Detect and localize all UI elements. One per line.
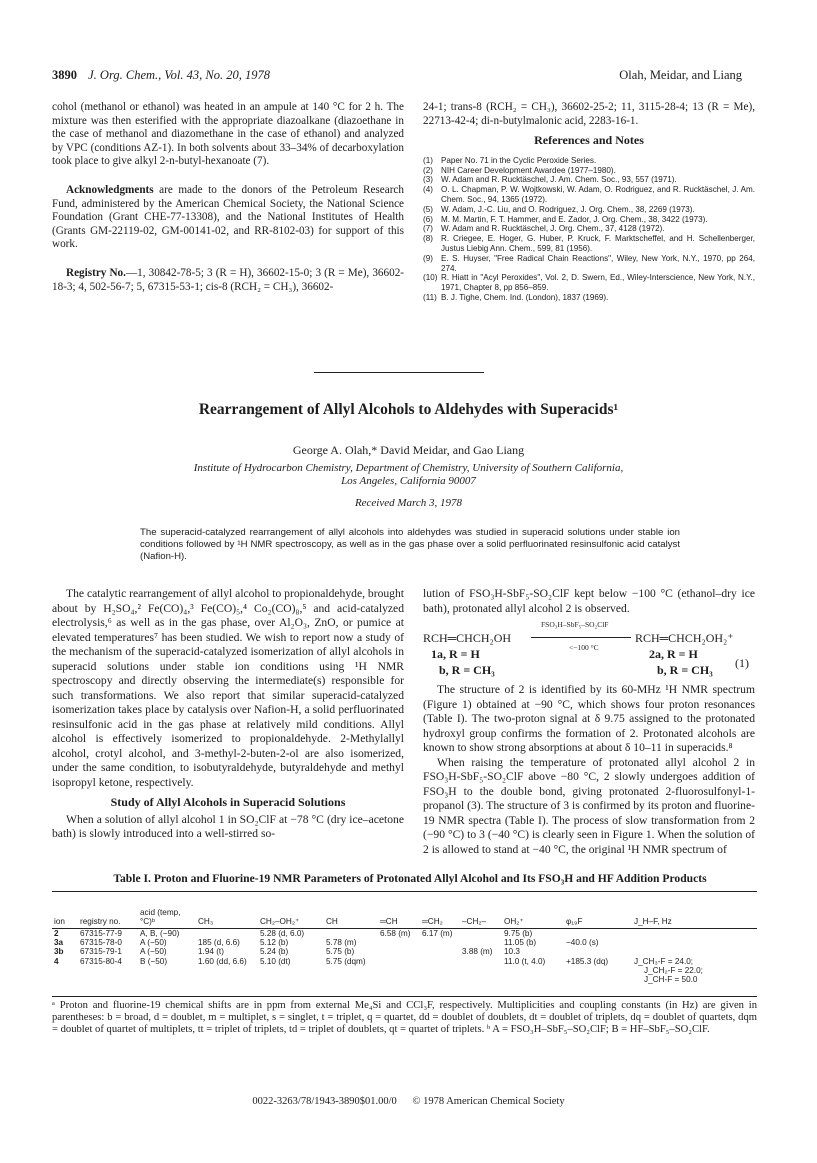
table-cell: +185.3 (dq) [566,956,609,966]
reference-text: W. Adam and R. Rucktäschel, J. Am. Chem. Soc., 93, 557 (1971). [441,175,677,185]
table-cell [378,947,420,956]
table-cell [324,929,378,938]
reference-number: (1) [423,155,433,165]
table-top-rule [52,891,757,892]
table-cell: 67315-77-9 [80,929,122,938]
table-cell [632,938,757,947]
table-cell: 3a [54,938,64,948]
col-header-ch3: CH₃ [198,917,214,926]
reference-text: NIH Career Development Awardee (1977–1980). [441,165,616,175]
reference-text: R. Hiatt in "Acyl Peroxides", Vol. 2, D. Swern, Ed., Wiley-Interscience, New York, N.Y., 1971, Chapter 8, pp 856–859. [441,273,755,293]
col-header-jhf: J_H–F, Hz [634,917,672,926]
table-cell [378,957,420,966]
table-row-continuation [52,975,757,984]
table-row-continuation [52,966,757,975]
table-cell [420,938,460,947]
table-row [52,957,757,966]
article-authors: George A. Olah,* David Meidar, and Gao Liang [292,443,525,457]
article-title: Rearrangement of Allyl Alcohols to Aldehydes with Superacids¹ [198,401,619,418]
table-cell: 1.60 (dd, 6.6) [198,956,247,966]
references-list [423,156,755,303]
intro-paragraph: The catalytic rearrangement of allyl alcohol to propionaldehyde, brought about by H₂SO₄,² Fe(CO)₄,³ Fe(CO)₅,⁴ Co₂(CO)₈,⁵ and acid-catalyzed electrolysis,⁶ as well as in the gas phase, over Al₂O₃, ZnO, or pumice at elevated temperatures⁷ has been studied. We wish to report now a study of the mechanism of the superacid-catalyzed isomerization of allyl alcohols in superacid solutions under stable ion conditions using ¹H NMR spectroscopy and directly observing the intermediate(s) responsible for such transformations. We also report that similar superacid-catalyzed isomerization takes place by catalysis over Nafion-H, a solid perfluorinated resinsulfonic acid in the gas phase at relatively mild conditions. Allyl alcohol is effectively isomerized to propionaldehyde. 2-Methylallyl alcohol, crotyl alcohol, and 3-methyl-2-buten-2-ol are also isomerized, under the same condition, to isobutyraldehyde, butyraldehyde and methyl isopropyl ketone, respectively. [52,587,404,789]
col-header-ch2: –CH₂– [462,917,487,926]
table-row [52,929,757,938]
reference-item [423,293,755,303]
reference-item [423,273,755,293]
reference-text: B. J. Tighe, Chem. Ind. (London), 1837 (1969). [441,292,609,302]
reference-text: W. Adam and R. Rucktäschel, J. Org. Chem., 37, 4128 (1972). [441,224,665,234]
table-cell: A, B, (−90) [140,929,180,938]
table-cell: 10.3 [504,947,520,957]
registry-continued: 24-1; trans-8 (RCH₂ = CH₃), 36602-25-2; 11, 3115-28-4; 13 (R = Me), 22713-42-4; di-n-butylmalonic acid, 2283-16-1. [423,101,755,127]
table-cell [632,947,757,956]
reference-number: (9) [423,253,433,263]
article-code: 0022-3263/78/1943-3890$01.00/0 [252,1096,397,1107]
registry-text: —1, 30842-78-5; 3 (R = H), 36602-15-0; 3 (R = Me), 36602-18-3; 4, 502-56-7; 5, 67315-53-1; cis-8 (RCH₂ = CH₃), 36602- [52,266,405,293]
page-number: 3890 [52,68,77,82]
table-cell: A (−50) [140,947,167,957]
temperature-paragraph: When raising the temperature of protonated allyl alcohol 2 in FSO₃H-SbF₅-SO₂ClF above −80 °C, 2 slowly undergoes addition of FSO₃H to the double bond, giving protonated 2-fluorosulfonyl-1-propanol (3). The structure of 3 is confirmed by its proton and fluorine-19 NMR spectra (Table I). The process of slow transformation from 2 (−90 °C) to 3 (−40 °C) is clearly seen in Figure 1. When the solution of 2 is allowed to stand at −40 °C, the original ¹H NMR spectrum of [423,755,755,856]
col-header-oh2: OH₂⁺ [504,917,524,926]
references-heading: References and Notes [534,133,644,148]
abstract: The superacid-catalyzed rearrangement of allyl alcohols into aldehydes was studied in superacid solutions under stable ion conditions followed by ¹H NMR spectroscopy, as well as in the gas phase over a solid perfluorinated resinsulfonic acid catalyst (Nafion-H). [140,527,680,562]
table-cell: 5.10 (dt) [260,956,291,966]
col-header-registry: registry no. [80,917,121,926]
scheme-reagent: FSO₃H–SbF₅–SO₂ClF [541,620,609,629]
table-footnote: ᵃ Proton and fluorine-19 chemical shifts are in ppm from external Me₄Si and CCl₃F, respectively. Multiplicities and coupling constants (in Hz) are given in parentheses: b = broad, d = doublet, m = multiplet, s = singlet, t = triplet, q = quartet, dd = doublet of doublets, dt = doublet of triplets, dq = doublet of quartets, dqm = doublet of quartet of multiplets, tt = triplet of triplets, td = triplet of doublets, qt = quartet of triplets. ᵇ A = FSO₃H–SbF₅–SO₂ClF; B = HF–SbF₅–SO₂ClF. [52,1000,757,1036]
table-cell: 67315-79-1 [80,947,122,957]
reference-item [423,185,755,205]
table-cell: 185 (d, 6.6) [198,938,240,948]
table-cell: 3.88 (m) [462,947,493,957]
table-row [52,938,757,947]
prev-article-paragraph: cohol (methanol or ethanol) was heated in an ampule at 140 °C for 2 h. The mixture was then esterified with the appropriate diazoalkane (diazoethane in the case of methanol and diazomethane in the case of ethanol) and analyzed by VPC (conditions AZ-1). In both solvents about 33–34% of decarboxylation took place to give alkyl 2-n-butyl-hexanoate (7). [52,101,404,168]
scheme-label-1a: 1a, R = H [431,647,480,661]
acknowledgments-text: are made to the donors of the Petroleum Research Fund, administered by the American Chemical Society, the National Science Foundation (Grant CHE-77-13308), and the National Institutes of Health (Grants GM-22119-02, GM-00141-02, and RR-8102-03) for support of this work. [52,183,404,251]
table-cell: 6.17 (m) [422,929,453,938]
coupling-constant: J_CH₂-F = 22.0; [644,965,703,975]
reference-text: M. M. Martin, F. T. Hammer, and E. Zador, J. Org. Chem., 38, 3422 (1973). [441,214,708,224]
received-date: Received March 3, 1978 [354,497,463,509]
table-cell: 5.75 (dqm) [326,956,366,966]
prev-article-left-column [52,101,404,294]
table-cell [460,929,502,938]
reference-text: R. Criegee, E. Hoger, G. Huber, P. Kruck, F. Marktscheffel, and H. Schellenberger, Justus Liebig Ann. Chem., 599, 81 (1956). [441,234,755,253]
table-cell [632,929,757,938]
col-header-phi19f: φ₁₉F [566,917,583,926]
scheme-label-2a: 2a, R = H [649,647,698,661]
reference-number: (10) [423,273,438,283]
table-cell: A (−50) [140,938,167,948]
page-footer [0,1096,817,1107]
table-header-row [52,908,757,928]
registry-paragraph [52,267,404,294]
scheme-condition: <−100 °C [569,643,599,652]
reference-number: (3) [423,175,433,185]
reference-item [423,234,755,254]
running-authors: Olah, Meidar, and Liang [619,68,742,82]
reference-item [423,166,755,176]
col-header-eq-ch2: ═CH₂ [422,917,443,926]
reference-number: (4) [423,185,433,195]
institution-line: Institute of Hydrocarbon Chemistry, Department of Chemistry, University of Southern California, [193,462,624,474]
scheme-product: RCH═CHCH₂OH₂⁺ [635,631,734,645]
reference-number: (7) [423,224,433,234]
article-divider [314,372,484,373]
reference-number: (11) [423,292,437,302]
table-cell: 67315-80-4 [80,956,122,966]
body-left-column [52,587,404,842]
table-cell: −40.0 (s) [566,938,599,948]
table-cell: 67315-78-0 [80,938,122,948]
table-cell: 5.28 (d, 6.0) [260,929,305,938]
table-cell: 5.75 (b) [326,947,355,957]
scheme-label-1b: b, R = CH₃ [439,663,495,677]
table-cell [460,938,502,947]
reference-number: (5) [423,204,433,214]
acknowledgments-label: Acknowledgments [66,183,154,196]
table-cell [378,938,420,947]
reference-item [423,205,755,215]
institution [0,462,817,488]
table-cell: 11.0 (t, 4.0) [504,956,546,966]
table-cell: 5.24 (b) [260,947,289,957]
table-cell [564,929,632,938]
col-header-ch2oh2: CH₂–OH₂⁺ [260,917,300,926]
reference-item [423,156,755,166]
reference-text: E. S. Huyser, "Free Radical Chain Reactions", Wiley, New York, N.Y., 1970, pp 264, 274. [441,253,755,273]
registry-label: Registry No. [66,266,126,279]
table-cell [564,947,632,956]
col-header-eq-ch: ═CH [380,917,398,926]
structure-paragraph: The structure of 2 is identified by its 60-MHz ¹H NMR spectrum (Figure 1) obtained at −90 °C, which shows four proton resonances (Table I). The two-proton signal at δ 9.75 assigned to the protonated hydroxyl group confirms the formation of 2. Protonated alcohols are known to show strong absorptions at about δ 10–11 in superacids.⁸ [423,683,755,754]
reference-text: W. Adam, J.-C. Liu, and O. Rodriguez, J. Org. Chem., 38, 2269 (1973). [441,204,695,214]
equation-number: (1) [735,656,749,670]
reference-text: Paper No. 71 in the Cyclic Peroxide Series. [441,155,597,165]
reference-number: (6) [423,214,433,224]
running-header-left [52,68,270,83]
col-header-ch: CH [326,917,338,926]
table-cell: 5.78 (m) [326,938,357,948]
col-header-ion: ion [54,917,65,926]
reference-number: (2) [423,165,433,175]
table-cell [460,957,502,966]
coupling-constant: J_CH-F = 50.0 [644,975,698,985]
scheme-reactant: RCH═CHCH₂OH [423,631,512,645]
table-cell: J_CH₃-F = 24.0; [634,956,694,966]
reference-item [423,224,755,234]
table-cell: 9.75 (b) [504,929,533,938]
continued-paragraph: lution of FSO₃H-SbF₅-SO₂ClF kept below −100 °C (ethanol–dry ice bath), protonated allyl alcohol 2 is observed. [423,587,755,615]
reference-text: O. L. Chapman, P. W. Wojtkowski, W. Adam, O. Rodriguez, and R. Rucktäschel, J. Am. Chem. Soc., 94, 1365 (1972). [441,185,755,204]
prev-article-right-column [423,101,755,303]
acknowledgments-paragraph [52,184,404,252]
journal-citation: J. Org. Chem., Vol. 43, No. 20, 1978 [88,68,270,82]
table-cell: 6.58 (m) [380,929,411,938]
table-bottom-rule [52,996,757,997]
table-cell: 1.94 (t) [198,947,224,957]
table-cell: 5.12 (b) [260,938,289,948]
table-cell: B (−50) [140,956,168,966]
reference-number: (8) [423,234,433,244]
table-cell [420,947,460,956]
scheme-label-2b: b, R = CH₃ [657,663,713,677]
col-header-acid: acid (temp, °C)ᵇ [140,908,181,926]
body-right-column [423,587,755,857]
nmr-table [52,908,757,984]
reaction-arrow [531,637,631,638]
table-cell: 3b [54,947,64,957]
section-heading: Study of Allyl Alcohols in Superacid Solutions [110,795,346,809]
table-cell: 11.05 (b) [504,938,537,948]
table-cell [196,929,258,938]
table-cell: 4 [54,956,59,966]
copyright: © 1978 American Chemical Society [412,1096,565,1107]
reference-item [423,215,755,225]
institution-location: Los Angeles, California 90007 [341,475,476,487]
reaction-scheme [423,618,755,678]
table-body [52,929,757,984]
reference-item [423,254,755,274]
table-cell: 2 [54,929,59,938]
reference-item [423,175,755,185]
section-paragraph: When a solution of allyl alcohol 1 in SO₂ClF at −78 °C (dry ice–acetone bath) is slowly introduced into a well-stirred so- [52,812,404,840]
table-row [52,947,757,956]
table-cell [420,957,460,966]
table-title: Table I. Proton and Fluorine-19 NMR Parameters of Protonated Allyl Alcohol and Its FSO₃H and HF Addition Products [113,872,707,885]
